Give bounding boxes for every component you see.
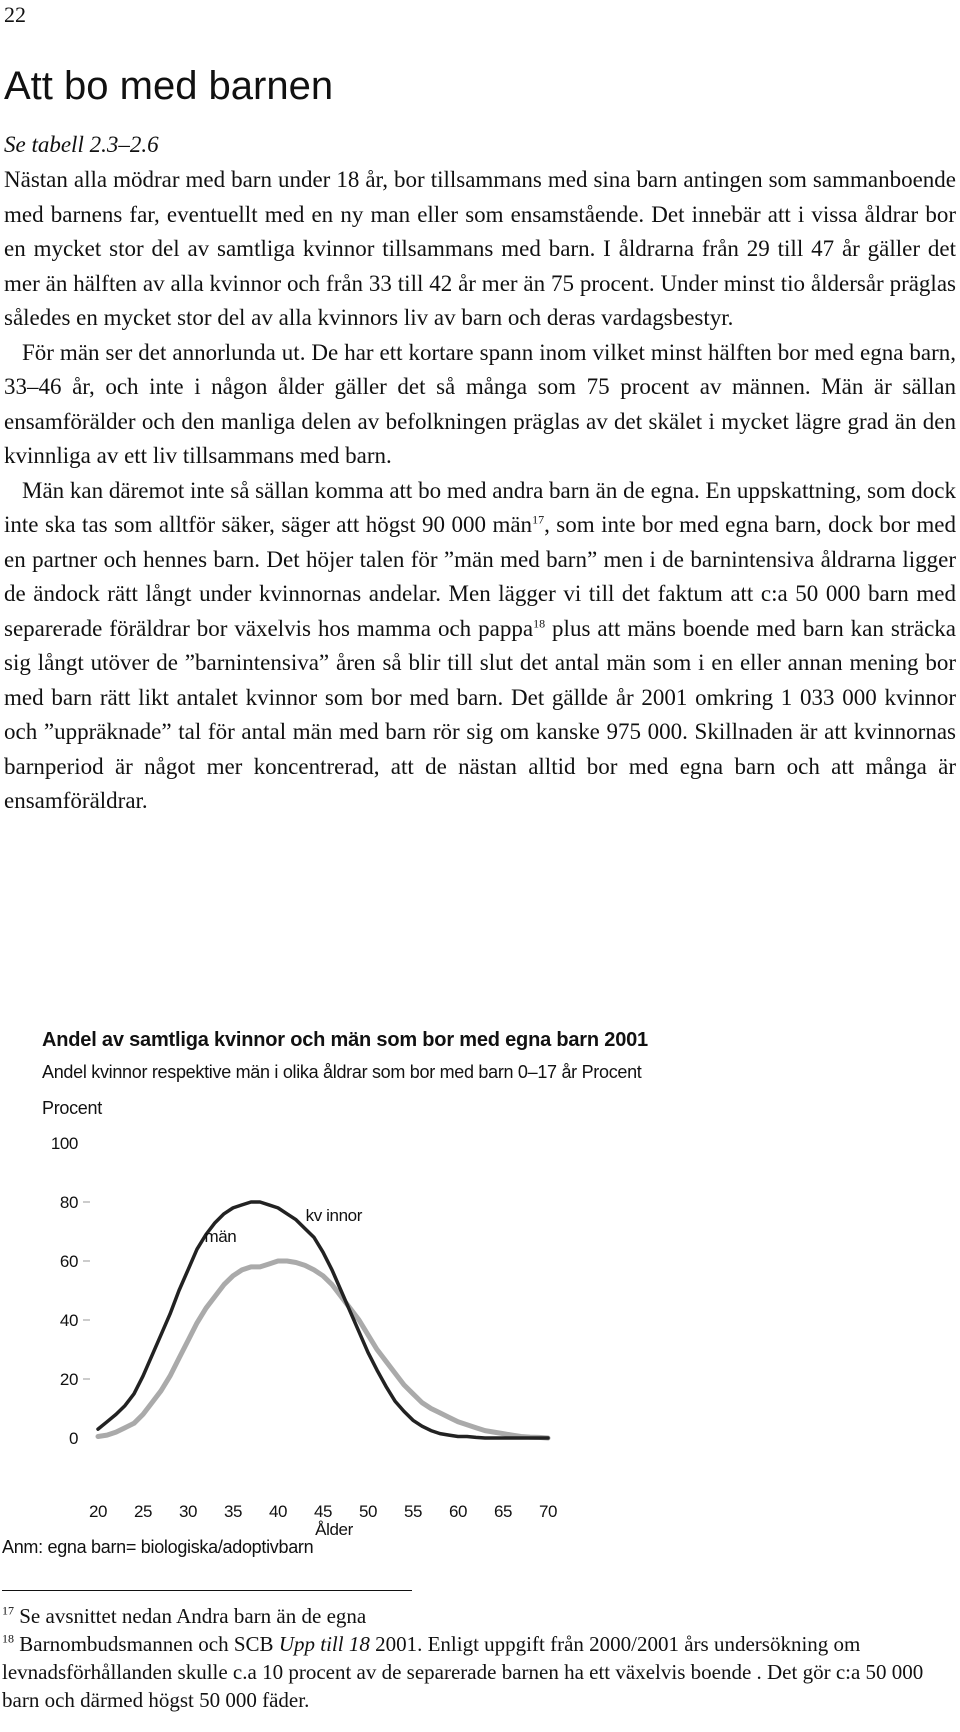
footnote-ref-17[interactable]: 17 bbox=[532, 512, 545, 527]
footnote-ref-18[interactable]: 18 bbox=[533, 616, 546, 631]
x-tick-label-25: 25 bbox=[133, 1502, 153, 1521]
x-tick-label-50: 50 bbox=[358, 1502, 378, 1521]
chart-subtitle: Andel kvinnor respektive män i olika åldrar som bor med barn 0–17 år Procent bbox=[42, 1062, 642, 1082]
x-tick-label-55: 55 bbox=[403, 1502, 423, 1521]
footnote-divider bbox=[2, 1590, 412, 1591]
y-tick-label-40: 40 bbox=[59, 1311, 78, 1330]
x-tick-label-20: 20 bbox=[88, 1502, 108, 1521]
series-line-kvinnor bbox=[98, 1202, 548, 1438]
paragraph-3-part-c: plus att mäns boende med barn kan sträcka sig långt utöver de ”barnintensiva” åren så blir till slut det antal män som i en eller annan mening bor med barn rätt likt antalet kvinnor som bor med barn. Det gällde år 2001 omkring 1 033 000 kvinnor och ”uppräknade” tal för antal män med barn rör sig om kanske 975 000. Skillnaden är att kvinnornas barnperiod är något mer koncentrerad, att de nästan alltid bor med egna barn och att många är ensamföräldrar. bbox=[4, 615, 956, 813]
body-text bbox=[4, 163, 956, 819]
series-label-kvinnor: kv innor bbox=[305, 1206, 362, 1226]
paragraph-2: För män ser det annorlunda ut. De har ett kortare spann inom vilket minst hälften bor med egna barn, 33–46 år, och inte i någon ålder gäller det så många som 75 procent av männen. Män är sällan ensamförälder och den manliga delen av befolkningen präglas av det skälet i mycket lägre grad än den kvinnliga av ett liv tillsammans med barn. bbox=[4, 339, 956, 468]
page-number: 22 bbox=[4, 2, 26, 27]
paragraph-3-part-a: Män kan däremot inte så sällan komma att bo med andra barn än de egna. En uppskattning, som dock inte ska tas som alltför säker, säger att högst 90 000 män bbox=[4, 477, 956, 537]
footnote-18-text-b: 2001. Enligt uppgift från 2000/2001 års undersökning om levnadsförhållanden skulle c.a 10 procent av de separerade barnen ha ett växelvis boende . Det gör c:a 50 000 barn och därmed högst 50 000 fäder. bbox=[2, 1632, 924, 1712]
x-tick-label-45: 45 bbox=[313, 1502, 333, 1521]
y-tick-label-0: 0 bbox=[68, 1429, 78, 1448]
x-axis-label: Ålder bbox=[315, 1520, 353, 1539]
footnote-18 bbox=[2, 1630, 952, 1714]
x-tick-label-40: 40 bbox=[268, 1502, 288, 1521]
paragraph-3 bbox=[4, 474, 956, 819]
x-tick-label-35: 35 bbox=[223, 1502, 243, 1521]
footnote-18-number: 18 bbox=[2, 1631, 14, 1646]
footnotes bbox=[2, 1602, 952, 1714]
x-tick-label-70: 70 bbox=[538, 1502, 558, 1521]
y-tick-label-20: 20 bbox=[59, 1370, 78, 1389]
see-table-reference: Se tabell 2.3–2.6 bbox=[4, 132, 159, 157]
y-tick-label-100: 100 bbox=[50, 1134, 78, 1153]
series-label-man: män bbox=[204, 1226, 237, 1246]
footnote-18-publication-title: Upp till 18 bbox=[278, 1632, 370, 1656]
chart-title: Andel av samtliga kvinnor och män som bor med egna barn 2001 bbox=[42, 1029, 648, 1051]
footnote-17-text: Se avsnittet nedan Andra barn än de egna bbox=[14, 1604, 367, 1628]
footnote-17 bbox=[2, 1602, 952, 1630]
x-tick-label-30: 30 bbox=[178, 1502, 198, 1521]
section-heading: Att bo med barnen bbox=[4, 64, 334, 108]
footnote-17-number: 17 bbox=[2, 1603, 14, 1618]
chart-y-axis-label: Procent bbox=[42, 1098, 102, 1118]
series-line-man bbox=[98, 1261, 548, 1438]
chart-note: Anm: egna barn= biologiska/adoptivbarn bbox=[2, 1537, 314, 1557]
line-chart bbox=[0, 1120, 600, 1540]
y-tick-label-60: 60 bbox=[59, 1252, 78, 1271]
footnote-18-text-a: Barnombudsmannen och SCB bbox=[14, 1632, 279, 1656]
x-tick-label-65: 65 bbox=[493, 1502, 513, 1521]
paragraph-3-part-b: , som inte bor med egna barn, dock bor med en partner och hennes barn. Det höjer talen för ”män med barn” men i de barnintensiva åldrarna ligger de ändock rätt långt under kvinnornas andelar. Men lägger vi till det faktum att c:a 50 000 barn med separerade föräldrar bor växelvis hos mamma och pappa bbox=[4, 512, 957, 641]
y-tick-label-80: 80 bbox=[59, 1193, 78, 1212]
paragraph-1: Nästan alla mödrar med barn under 18 år, bor tillsammans med sina barn antingen som sammanboende med barnens far, eventuellt med en ny man eller som ensamstående. Det innebär att i vissa åldrar bor en mycket stor del av samtliga kvinnor tillsammans med barn. I åldrarna från 29 till 47 år gäller det mer än hälften av alla kvinnor och från 33 till 42 år mer än 75 procent. Under minst tio åldersår präglas således en mycket stor del av alla kvinnors liv av barn och deras vardagsbestyr. bbox=[4, 167, 956, 330]
x-tick-label-60: 60 bbox=[448, 1502, 468, 1521]
